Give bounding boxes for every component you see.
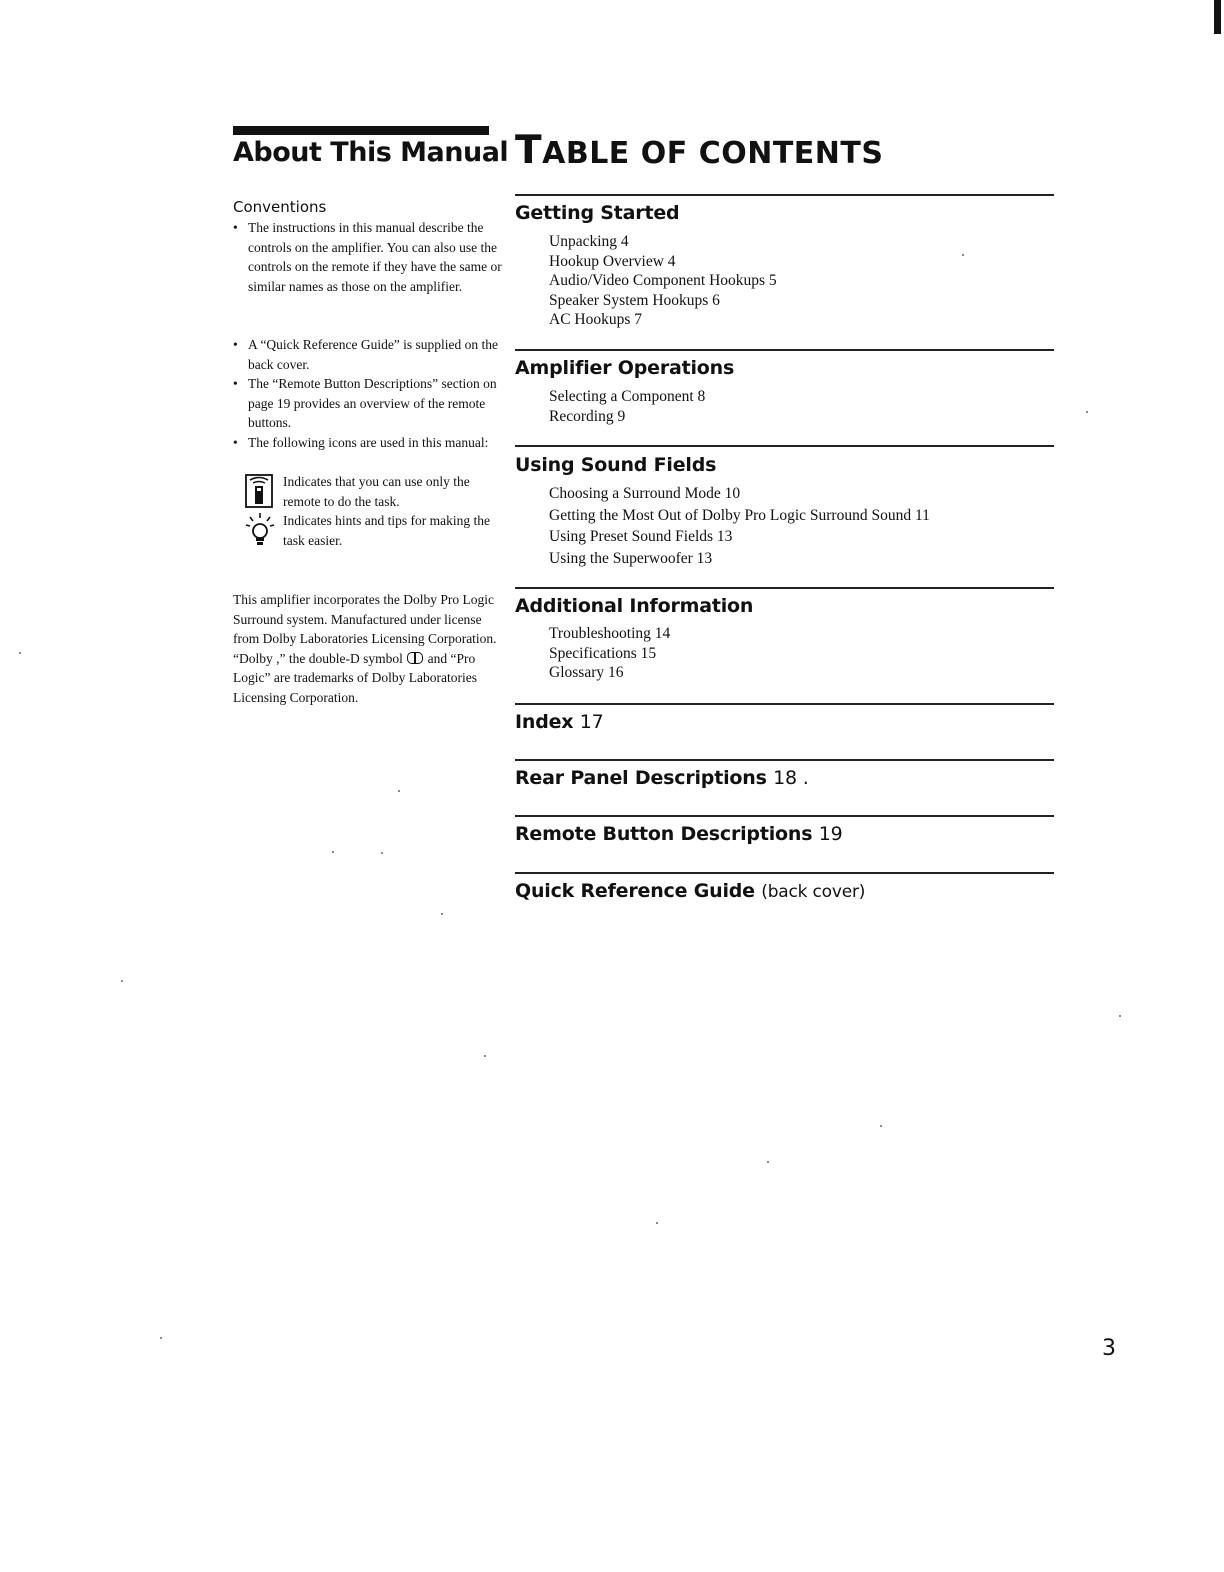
scan-speck bbox=[332, 851, 334, 853]
icon-note-text: Indicates hints and tips for making the task easier. bbox=[283, 513, 490, 548]
dolby-note-text: This amplifier incorporates the Dolby Pro Logic Surround system. Manufactured under license from Dolby Laboratories Licensing Corporation. “Dolby ,” the double-D symbol bbox=[233, 592, 497, 666]
section-divider bbox=[515, 815, 1054, 817]
toc-items-amplifier-operations bbox=[549, 387, 705, 426]
toc-entry: Speaker System Hookups 6 bbox=[549, 291, 720, 309]
toc-heading-text: Remote Button Descriptions bbox=[515, 823, 813, 845]
hint-icon bbox=[245, 511, 275, 551]
toc-entry: AC Hookups 7 bbox=[549, 311, 643, 329]
bullet-item bbox=[233, 218, 513, 296]
section-divider bbox=[515, 587, 1054, 589]
toc-entry: Recording 9 bbox=[549, 407, 626, 425]
scan-speck bbox=[398, 790, 400, 792]
double-d-icon bbox=[407, 652, 423, 664]
dolby-note-text: and “Pro Logic” are trademarks of Dolby Laboratories Licensing Corporation. bbox=[233, 650, 478, 705]
toc-heading-index bbox=[515, 711, 604, 733]
section-divider bbox=[515, 349, 1054, 351]
toc-entry: Choosing a Surround Mode 10 bbox=[549, 485, 741, 502]
scan-speck bbox=[381, 852, 383, 854]
scan-speck bbox=[880, 1125, 882, 1127]
toc-items-getting-started bbox=[549, 232, 777, 330]
toc-entry: Troubleshooting 14 bbox=[549, 625, 671, 642]
toc-heading-remote-buttons bbox=[515, 823, 843, 845]
toc-heading-text: Quick Reference Guide bbox=[515, 880, 755, 902]
toc-items-additional-information bbox=[549, 624, 670, 683]
toc-heading-using-sound-fields: Using Sound Fields bbox=[515, 454, 717, 476]
toc-entry: Getting the Most Out of Dolby Pro Logic Surround Sound 11 bbox=[549, 506, 930, 524]
scan-edge-mark bbox=[1214, 0, 1221, 34]
scan-speck bbox=[656, 1222, 658, 1224]
toc-title bbox=[515, 128, 883, 173]
toc-entry: Specifications 15 bbox=[549, 644, 657, 662]
title-rule bbox=[233, 126, 489, 135]
section-divider bbox=[515, 872, 1054, 874]
section-divider bbox=[515, 703, 1054, 705]
toc-entry: Hookup Overview 4 bbox=[549, 252, 676, 270]
bullet-item bbox=[233, 433, 513, 453]
toc-entry: Glossary 16 bbox=[549, 664, 624, 682]
scan-speck bbox=[121, 980, 123, 982]
bullet-dot: • bbox=[233, 337, 238, 352]
toc-heading-text: Index bbox=[515, 711, 574, 733]
icon-note-text: Indicates that you can use only the remote to do the task. bbox=[283, 474, 470, 509]
toc-title-initial: T bbox=[515, 128, 543, 173]
toc-entry: Unpacking 4 bbox=[549, 233, 629, 250]
scan-speck bbox=[1119, 1015, 1121, 1017]
toc-heading-amplifier-operations: Amplifier Operations bbox=[515, 357, 735, 379]
scan-speck bbox=[767, 1161, 769, 1163]
toc-heading-text: Rear Panel Descriptions bbox=[515, 767, 767, 789]
bullet-dot: • bbox=[233, 376, 238, 391]
dolby-trademark-note bbox=[233, 590, 503, 708]
conventions-heading: Conventions bbox=[233, 198, 327, 216]
about-title: About This Manual bbox=[233, 137, 509, 168]
toc-items-using-sound-fields bbox=[549, 483, 930, 569]
toc-title-rest: ABLE OF CONTENTS bbox=[542, 136, 884, 171]
section-divider bbox=[515, 445, 1054, 447]
scan-speck bbox=[484, 1055, 486, 1057]
toc-entry: Audio/Video Component Hookups 5 bbox=[549, 272, 777, 290]
bullet-dot: • bbox=[233, 220, 238, 235]
toc-heading-additional-information: Additional Information bbox=[515, 595, 754, 617]
toc-heading-quick-reference bbox=[515, 880, 865, 902]
toc-entry: Using the Superwoofer 13 bbox=[549, 549, 713, 567]
toc-page-number: 19 bbox=[818, 823, 843, 845]
toc-page-number: 18 . bbox=[773, 767, 809, 789]
remote-icon bbox=[245, 474, 273, 508]
bullet-item bbox=[233, 335, 513, 374]
bullet-text: A “Quick Reference Guide” is supplied on the back cover. bbox=[248, 337, 499, 372]
section-divider bbox=[515, 194, 1054, 196]
scan-speck bbox=[160, 1337, 162, 1339]
toc-entry: Using Preset Sound Fields 13 bbox=[549, 528, 733, 545]
section-divider bbox=[515, 759, 1054, 761]
toc-entry: Selecting a Component 8 bbox=[549, 388, 706, 405]
bullet-item bbox=[233, 374, 513, 433]
page-number: 3 bbox=[1102, 1336, 1116, 1361]
scan-speck bbox=[441, 913, 443, 915]
bullet-text: The following icons are used in this manual: bbox=[248, 435, 489, 450]
toc-heading-note: (back cover) bbox=[761, 882, 866, 902]
bullet-text: The “Remote Button Descriptions” section on page 19 provides an overview of the remote buttons. bbox=[248, 376, 497, 431]
bullet-text: The instructions in this manual describe the controls on the amplifier. You can also use the controls on the remote if they have the same or similar names as those on the amplifier. bbox=[248, 220, 502, 294]
scan-speck bbox=[962, 254, 964, 256]
scan-speck bbox=[19, 652, 21, 654]
toc-heading-getting-started: Getting Started bbox=[515, 202, 680, 224]
scan-speck bbox=[1086, 411, 1088, 413]
bullet-dot: • bbox=[233, 435, 238, 450]
toc-page-number: 17 bbox=[579, 711, 604, 733]
toc-heading-rear-panel bbox=[515, 767, 809, 789]
